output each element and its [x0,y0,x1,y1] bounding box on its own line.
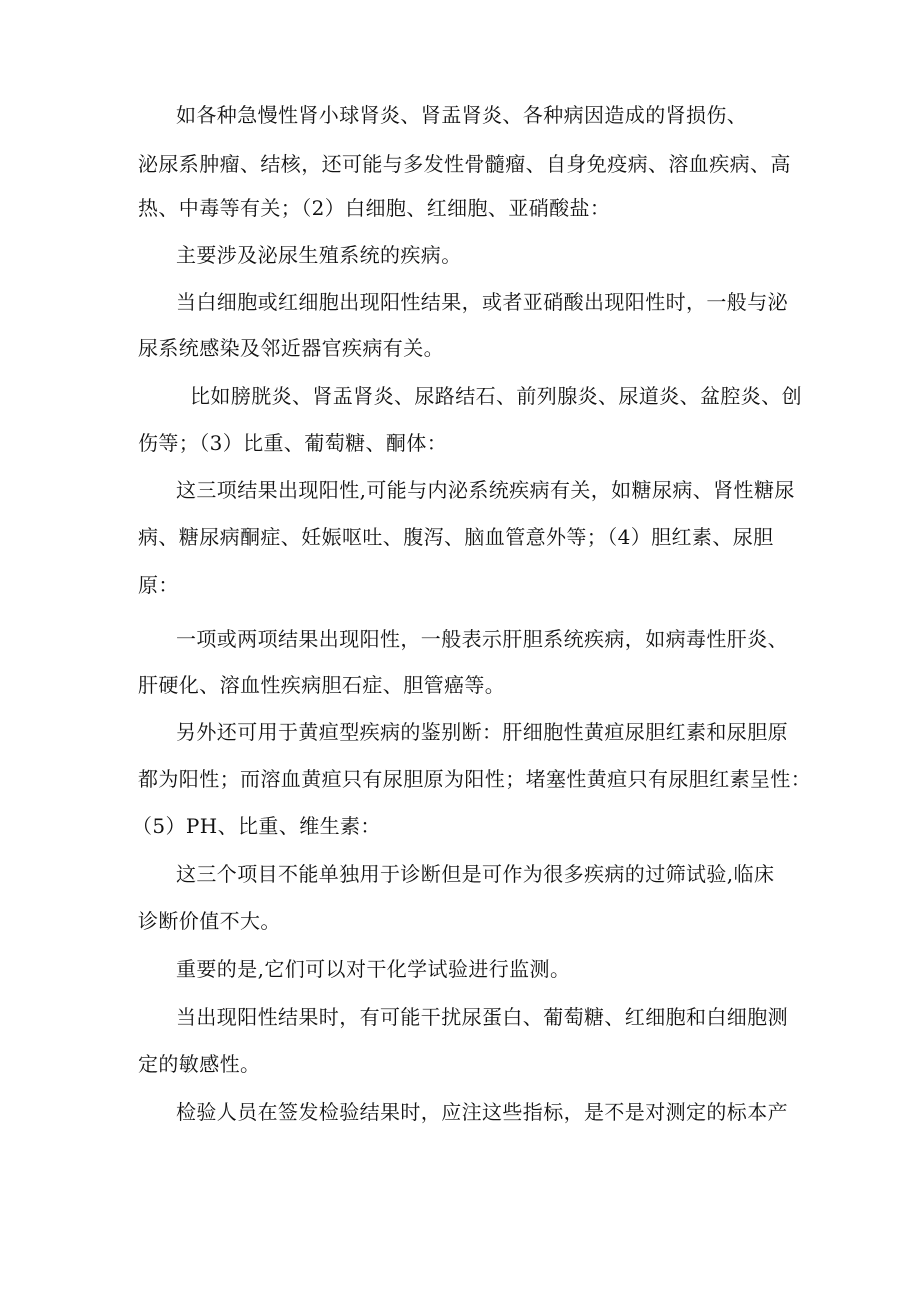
text-line: 如各种急慢性肾小球肾炎、肾盂肾炎、各种病因造成的肾损伤、 [176,103,748,127]
text-line: 这三项结果出现阳性,可能与内泌系统疾病有关，如糖尿病、肾性糖尿 [176,478,795,502]
text-line: 当白细胞或红细胞出现阳性结果，或者亚硝酸出现阳性时，一般与泌 [176,290,788,314]
text-line: 当出现阳性结果时，有可能干扰尿蛋白、葡萄糖、红细胞和白细胞测 [176,1005,788,1029]
text-line: （5）PH、比重、维生素： [132,814,381,838]
text-line: 诊断价值不大。 [138,909,281,933]
text-line: 定的敏感性。 [138,1052,261,1076]
text-line: 尿系统感染及邻近器官疾病有关。 [138,336,444,360]
text-line: 伤等；（3）比重、葡萄糖、酮体： [138,431,448,455]
text-line: 都为阳性；而溶血黄疸只有尿胆原为阳性；堵塞性黄疸只有尿胆红素呈性： [138,767,812,791]
text-line: 肝硬化、溶血性疾病胆石症、胆管癌等。 [138,673,506,697]
text-line: 主要涉及泌尿生殖系统的疾病。 [176,243,462,267]
text-line: 另外还可用于黄疸型疾病的鉴别断：肝细胞性黄疸尿胆红素和尿胆原 [176,720,788,744]
text-line: 重要的是,它们可以对干化学试验进行监测。 [176,957,571,981]
text-line: 比如膀胱炎、肾盂肾炎、尿路结石、前列腺炎、尿道炎、盆腔炎、创 [190,384,802,408]
text-line: 原： [138,573,179,597]
text-line: 泌尿系肿瘤、结核，还可能与多发性骨髓瘤、自身免疫病、溶血疾病、高 [138,152,791,176]
text-line: 这三个项目不能单独用于诊断但是可作为很多疾病的过筛试验,临床 [176,862,775,886]
text-line: 热、中毒等有关；（2）白细胞、红细胞、亚硝酸盐： [138,196,611,220]
text-line: 病、糖尿病酮症、妊娠呕吐、腹泻、脑血管意外等；（4）胆红素、尿胆 [138,525,774,549]
text-line: 检验人员在签发检验结果时，应注这些指标，是不是对测定的标本产 [176,1100,788,1124]
text-line: 一项或两项结果出现阳性，一般表示肝胆系统疾病，如病毒性肝炎、 [176,627,788,651]
